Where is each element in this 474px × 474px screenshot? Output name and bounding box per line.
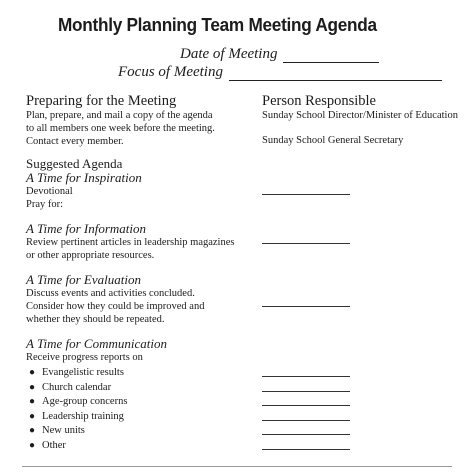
list-item: ● Age-group concerns [29, 395, 127, 410]
section-evaluation-text [26, 287, 204, 326]
person-responsible-director: Sunday School Director/Minister of Education [262, 110, 458, 121]
section-communication-text [26, 351, 143, 364]
date-of-meeting-label: Date of Meeting [180, 46, 278, 62]
focus-of-meeting-blank [229, 68, 442, 81]
person-responsible-secretary: Sunday School General Secretary [262, 135, 404, 146]
other-line [262, 449, 350, 450]
section-inspiration-title: A Time for Inspiration [26, 170, 142, 185]
section-line: Consider how they could be improved and [26, 301, 205, 312]
new-units-line [262, 434, 350, 435]
section-inspiration-text [26, 185, 73, 211]
focus-of-meeting-row [118, 64, 442, 81]
bullet-icon: ● [29, 381, 36, 393]
section-line: whether they should be repeated. [26, 314, 165, 325]
bullet-icon: ● [29, 439, 36, 451]
preparing-heading: Preparing for the Meeting [26, 93, 177, 109]
section-line: Devotional [26, 186, 73, 197]
focus-of-meeting-label: Focus of Meeting [118, 64, 223, 80]
section-line: Discuss events and activities concluded. [26, 288, 195, 299]
list-item: ● Church calendar [29, 381, 127, 396]
age-group-concerns-line [262, 405, 350, 406]
section-communication-title: A Time for Communication [26, 336, 167, 351]
information-responsible-line [262, 243, 350, 244]
inspiration-responsible-line [262, 194, 350, 195]
list-item: ● Evangelistic results [29, 366, 127, 381]
section-line: or other appropriate resources. [26, 250, 155, 261]
communication-bullet-list [29, 366, 127, 453]
list-item: ● New units [29, 424, 127, 439]
leadership-training-line [262, 420, 350, 421]
date-of-meeting-row [180, 46, 379, 63]
section-line: Receive progress reports on [26, 352, 143, 363]
bullet-icon: ● [29, 396, 36, 407]
preparing-text [26, 109, 215, 148]
section-information-title: A Time for Information [26, 221, 147, 236]
section-evaluation-title: A Time for Evaluation [26, 272, 141, 287]
date-of-meeting-blank [283, 50, 379, 63]
section-line: Pray for: [26, 199, 64, 210]
preparing-line: Contact every member. [26, 136, 124, 147]
page-bottom-divider [22, 466, 452, 467]
section-information-text [26, 236, 234, 262]
church-calendar-line [262, 391, 350, 392]
list-item: ● Leadership training [29, 410, 127, 425]
suggested-agenda-heading: Suggested Agenda [26, 156, 123, 171]
page-title: Monthly Planning Team Meeting Agenda [58, 14, 377, 35]
bullet-icon: ● [29, 410, 36, 422]
bullet-icon: ● [29, 367, 36, 378]
evaluation-responsible-line [262, 306, 350, 307]
person-responsible-heading: Person Responsible [262, 93, 376, 109]
preparing-line: to all members one week before the meeting. [26, 123, 215, 134]
list-item: ● Other [29, 439, 127, 454]
bullet-icon: ● [29, 425, 36, 436]
section-line: Review pertinent articles in leadership magazines [26, 237, 235, 248]
preparing-line: Plan, prepare, and mail a copy of the agenda [26, 110, 213, 121]
evangelistic-results-line [262, 376, 350, 377]
